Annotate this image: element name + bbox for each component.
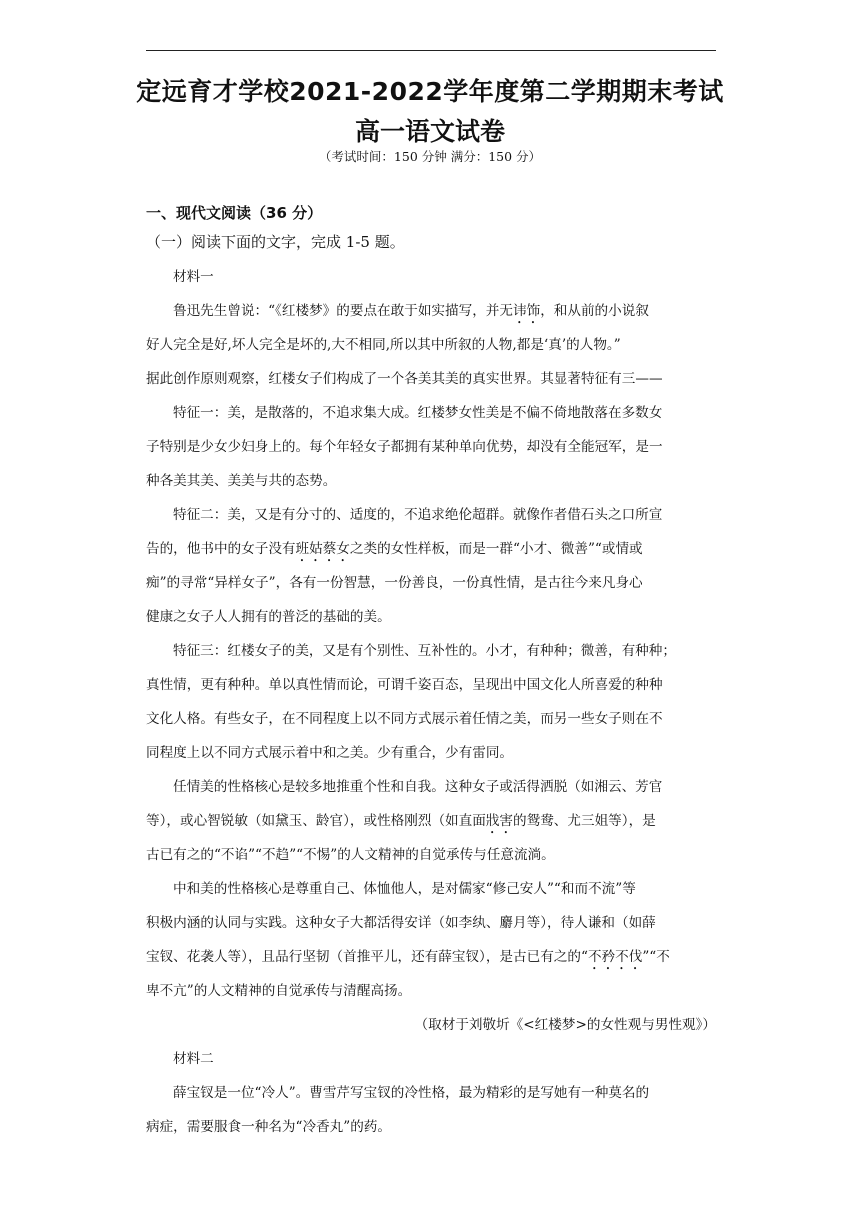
text-line: 痴”的寻常“异样女子”，各有一份智慧，一份善良，一份真性情，是古往今来凡身心	[146, 575, 643, 591]
text-line	[146, 532, 716, 566]
text-line: 特征二：美，又是有分寸的、适度的，不追求绝伦超群。就像作者借石头之口所宣	[173, 507, 663, 523]
text-line: 卑不亢”的人文精神的自觉承传与清醒高扬。	[146, 983, 412, 999]
text-span: 等），或心智锐敏（如黛玉、龄官），或性格刚烈（如直面	[146, 813, 486, 829]
text-line: 任情美的性格核心是较多地推重个性和自我。这种女子或活得洒脱（如湘云、芳官	[173, 779, 663, 795]
section-heading: 一、现代文阅读（36 分）	[146, 204, 323, 222]
text-line: 健康之女子人人拥有的普泛的基础的美。	[146, 609, 391, 625]
text-line: 种各美其美、美美与共的态势。	[146, 473, 337, 489]
text-line	[146, 294, 716, 328]
text-line	[146, 804, 716, 838]
material-label: 材料二	[173, 1051, 214, 1067]
text-line: 好人完全是好,坏人完全是坏的,大不相同,所以其中所叙的人物,都是‘真’的人物。”	[146, 337, 621, 353]
sub-section-heading: （一）阅读下面的文字，完成 1-5 题。	[146, 233, 405, 251]
source-citation: （取材于刘敬圻《<红楼梦>的女性观与男性观》）	[414, 1017, 716, 1033]
exam-subtitle: 高一语文试卷	[354, 117, 505, 146]
text-span: 宝钗、花袭人等），且品行坚韧（首推平儿，还有薛宝钗），是古已有之的“	[146, 949, 588, 965]
text-line: 古已有之的“不谄”“不趋”“不惕”的人文精神的自觉承传与任意流淌。	[146, 847, 555, 863]
text-line: 中和美的性格核心是尊重自己、体恤他人，是对儒家“修己安人”“和而不流”等	[173, 881, 636, 897]
text-line: 特征三：红楼女子的美，又是有个别性、互补性的。小才，有种种；微善，有种种；	[173, 643, 676, 659]
emphasized-word: 班姑蔡女	[295, 541, 350, 557]
text-span: 之类的女性样板，而是一群“小才、微善”“或情或	[349, 541, 643, 557]
text-span: 告的，他书中的女子没有	[146, 541, 296, 557]
text-line	[146, 940, 716, 974]
text-span: 的鸳鸯、尤三姐等），是	[513, 813, 656, 829]
text-span: ，和从前的小说叙	[540, 303, 649, 319]
text-line: 子特别是少女少妇身上的。每个年轻女子都拥有某种单向优势，却没有全能冠军，是一	[146, 439, 663, 455]
text-line: 据此创作原则观察，红楼女子们构成了一个各美其美的真实世界。其显著特征有三——	[146, 371, 663, 387]
reading-text	[146, 260, 716, 1144]
text-span: 鲁迅先生曾说：“《红楼梦》的要点在敢于如实描写，并无	[173, 303, 513, 319]
text-line: 薛宝钗是一位“冷人”。曹雪芹写宝钗的冷性格，最为精彩的是写她有一种莫名的	[173, 1085, 650, 1101]
emphasized-word: 戕害	[485, 813, 514, 829]
emphasized-word: 不矜不伐	[587, 949, 643, 965]
text-line: 同程度上以不同方式展示着中和之美。少有重合，少有雷同。	[146, 745, 514, 761]
material-label: 材料一	[173, 269, 214, 285]
text-line: 特征一：美，是散落的，不追求集大成。红楼梦女性美是不偏不倚地散落在多数女	[173, 405, 663, 421]
exam-title: 定远育才学校2021-2022学年度第二学期期末考试	[136, 77, 724, 106]
text-line: 病症，需要服食一种名为“冷香丸”的药。	[146, 1119, 391, 1135]
header-rule	[146, 50, 716, 51]
emphasized-word: 讳饰	[513, 303, 541, 319]
text-line: 真性情，更有种种。单以真性情而论，可谓千姿百态，呈现出中国文化人所喜爱的种种	[146, 677, 663, 693]
text-line: 积极内涵的认同与实践。这种女子大都活得安详（如李纨、麝月等），待人谦和（如薛	[146, 915, 656, 931]
text-line: 文化人格。有些女子，在不同程度上以不同方式展示着任情之美，而另一些女子则在不	[146, 711, 663, 727]
exam-time-info: （考试时间：150 分钟 满分：150 分）	[318, 149, 542, 164]
text-span: ”“不	[642, 949, 670, 965]
